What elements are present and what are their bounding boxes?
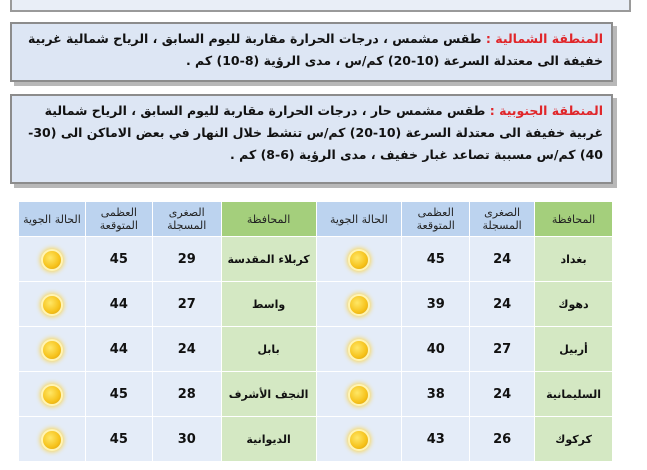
weather-cell xyxy=(316,327,402,372)
sun-icon xyxy=(350,386,368,404)
max-temp-cell: 40 xyxy=(402,327,470,372)
max-temp-cell: 45 xyxy=(402,237,470,282)
weather-cell xyxy=(19,237,86,282)
min-temp-cell: 27 xyxy=(152,282,221,327)
min-temp-cell: 27 xyxy=(470,327,535,372)
min-temp-cell: 24 xyxy=(152,327,221,372)
province-cell: الديوانية xyxy=(221,417,316,462)
weather-cell xyxy=(19,327,86,372)
province-cell: كركوك xyxy=(535,417,613,462)
header-min: الصغرى المسجلة xyxy=(152,202,221,237)
min-temp-cell: 26 xyxy=(470,417,535,462)
min-temp-cell: 24 xyxy=(470,372,535,417)
max-temp-cell: 44 xyxy=(85,327,152,372)
forecast-table xyxy=(18,201,613,462)
sun-icon xyxy=(43,296,61,314)
max-temp-cell: 45 xyxy=(85,417,152,462)
weather-cell xyxy=(19,417,86,462)
header-min: الصغرى المسجلة xyxy=(470,202,535,237)
max-temp-cell: 43 xyxy=(402,417,470,462)
table-row xyxy=(19,417,613,462)
header-province: المحافظة xyxy=(535,202,613,237)
province-cell: كربلاء المقدسة xyxy=(221,237,316,282)
table-row xyxy=(19,372,613,417)
sun-icon xyxy=(350,251,368,269)
province-cell: بغداد xyxy=(535,237,613,282)
province-cell: السليمانية xyxy=(535,372,613,417)
sun-icon xyxy=(350,296,368,314)
header-weather: الحالة الجوية xyxy=(19,202,86,237)
south-region-label: المنطقة الجنوبية : xyxy=(489,103,603,118)
max-temp-cell: 45 xyxy=(85,372,152,417)
province-cell: أربيل xyxy=(535,327,613,372)
max-temp-cell: 44 xyxy=(85,282,152,327)
weather-cell xyxy=(316,417,402,462)
table-row xyxy=(19,327,613,372)
max-temp-cell: 39 xyxy=(402,282,470,327)
min-temp-cell: 24 xyxy=(470,282,535,327)
weather-cell xyxy=(19,282,86,327)
weather-cell xyxy=(316,237,402,282)
weather-cell xyxy=(19,372,86,417)
north-forecast-box xyxy=(10,22,613,82)
min-temp-cell: 28 xyxy=(152,372,221,417)
table-header-row xyxy=(19,202,613,237)
header-weather: الحالة الجوية xyxy=(316,202,402,237)
min-temp-cell: 30 xyxy=(152,417,221,462)
south-forecast-text: طقس مشمس حار ، درجات الحرارة مقاربة لليوم السابق ، الرياح شمالية غربية خفيفة الى معتدلة السرعة (10-20) كم/س تنشط خلال النهار في بعض الاماكن الى (30-40) كم/س مسببة تصاعد غبار خفيف ، مدى الرؤية (6-8) كم . xyxy=(28,103,603,162)
sun-icon xyxy=(43,431,61,449)
header-max: العظمى المتوقعة xyxy=(85,202,152,237)
sun-icon xyxy=(43,251,61,269)
north-region-label: المنطقة الشمالية : xyxy=(485,31,603,46)
previous-section-edge xyxy=(10,0,631,12)
north-forecast-text: طقس مشمس ، درجات الحرارة مقاربة لليوم السابق ، الرياح شمالية غربية خفيفة الى معتدلة السرعة (10-20) كم/س ، مدى الرؤية (8-10) كم . xyxy=(28,31,603,68)
sun-icon xyxy=(43,386,61,404)
weather-cell xyxy=(316,372,402,417)
max-temp-cell: 45 xyxy=(85,237,152,282)
weather-cell xyxy=(316,282,402,327)
table-row xyxy=(19,282,613,327)
min-temp-cell: 24 xyxy=(470,237,535,282)
province-cell: واسط xyxy=(221,282,316,327)
min-temp-cell: 29 xyxy=(152,237,221,282)
province-cell: النجف الأشرف xyxy=(221,372,316,417)
sun-icon xyxy=(350,341,368,359)
south-forecast-box xyxy=(10,94,613,184)
province-cell: بابل xyxy=(221,327,316,372)
sun-icon xyxy=(350,431,368,449)
sun-icon xyxy=(43,341,61,359)
max-temp-cell: 38 xyxy=(402,372,470,417)
header-max: العظمى المتوقعة xyxy=(402,202,470,237)
table-row xyxy=(19,237,613,282)
header-province: المحافظة xyxy=(221,202,316,237)
province-cell: دهوك xyxy=(535,282,613,327)
